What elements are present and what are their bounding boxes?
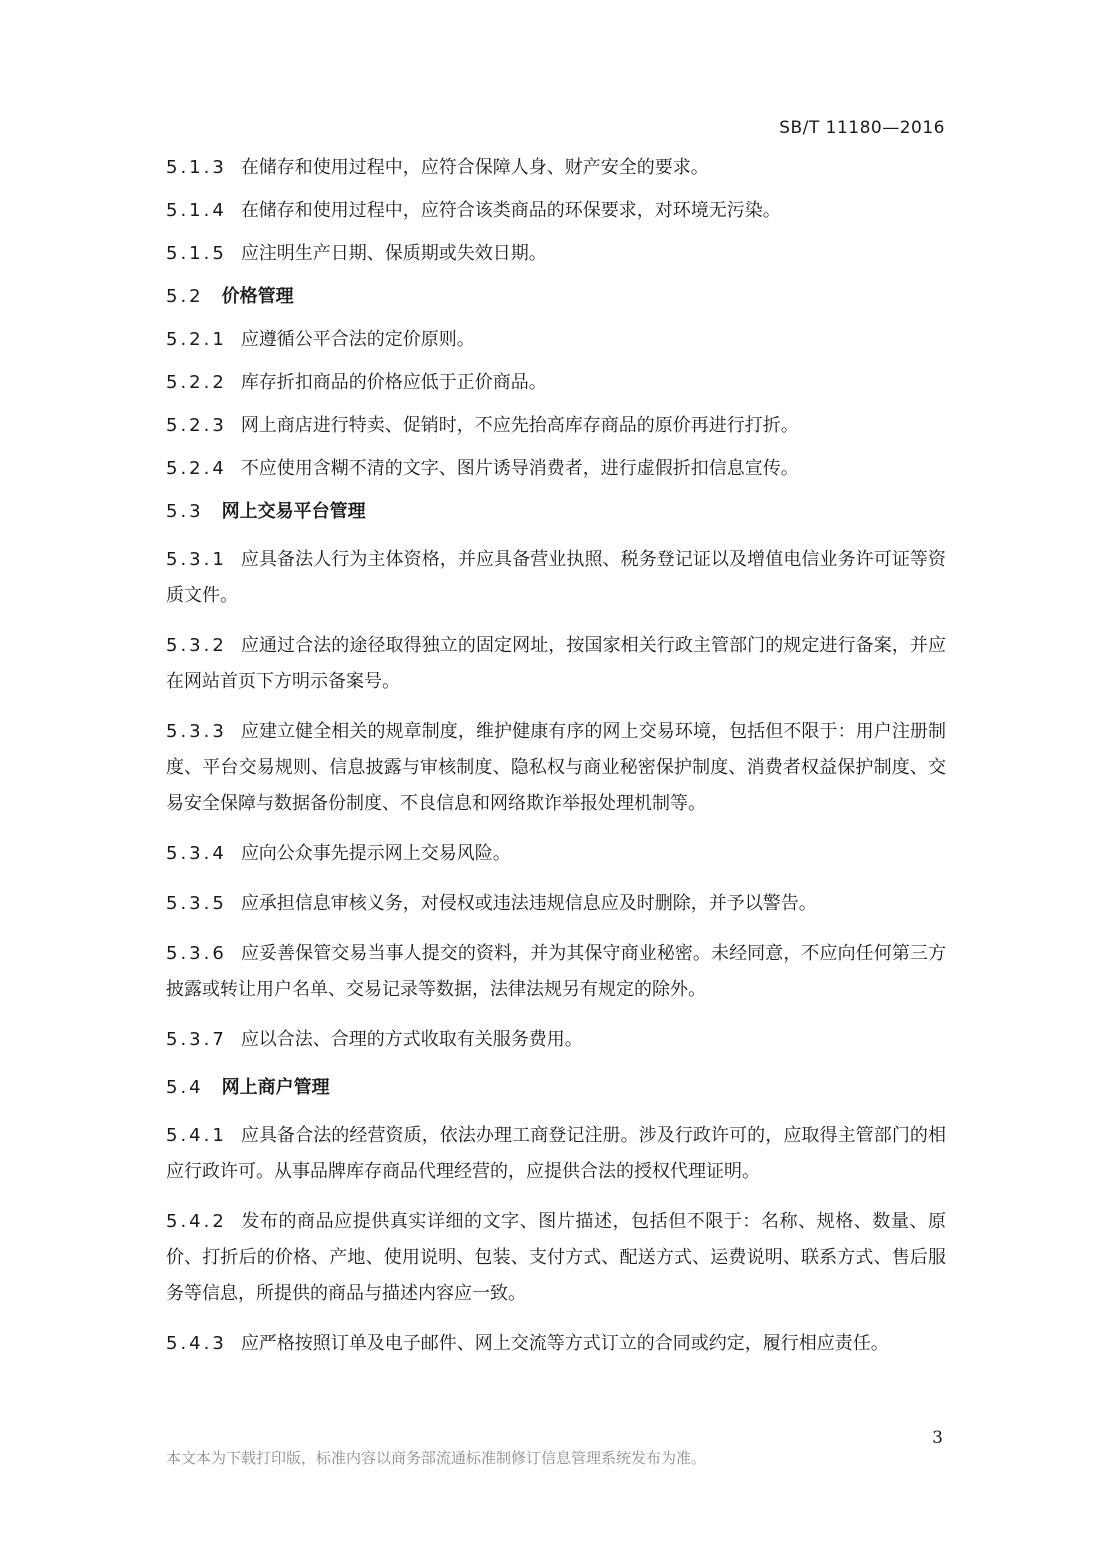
clause-5-1-4	[166, 193, 946, 229]
clause-5-3-7	[166, 1022, 946, 1058]
clause-5-1-3	[166, 150, 946, 186]
clause-number: 5.3.2	[166, 635, 227, 656]
clause-5-1-5	[166, 236, 946, 272]
clause-text: 应妥善保管交易当事人提交的资料，并为其保守商业秘密。未经同意，不应向任何第三方披露或转让用户名单、交易记录等数据，法律法规另有规定的除外。	[166, 943, 946, 1000]
clause-5-4-3	[166, 1326, 946, 1362]
clause-number: 5.1.5	[166, 243, 227, 264]
clause-5-2-2	[166, 365, 946, 401]
clause-number: 5.4.1	[166, 1125, 227, 1146]
clause-number: 5.1.3	[166, 157, 227, 178]
clause-number: 5.2.1	[166, 329, 227, 350]
clause-number: 5.2.3	[166, 415, 227, 436]
clause-5-2-3	[166, 408, 946, 444]
section-heading-5-4	[166, 1070, 946, 1106]
clause-text: 应遵循公平合法的定价原则。	[240, 329, 475, 350]
section-number: 5.2	[166, 286, 204, 307]
clause-text: 应建立健全相关的规章制度，维护健康有序的网上交易环境，包括但不限于：用户注册制度、平台交易规则、信息披露与审核制度、隐私权与商业秘密保护制度、消费者权益保护制度、交易安全保障与数据备份制度、不良信息和网络欺诈举报处理机制等。	[166, 721, 946, 814]
document-code: SB/T 11180—2016	[779, 118, 945, 138]
clause-number: 5.4.3	[166, 1333, 227, 1354]
clause-5-3-4	[166, 836, 946, 872]
clause-5-3-6	[166, 936, 946, 1008]
clause-5-2-4	[166, 451, 946, 487]
clause-number: 5.3.6	[166, 943, 227, 964]
section-title: 价格管理	[221, 286, 294, 307]
footer-note: 本文本为下载打印版，标准内容以商务部流通标准制修订信息管理系统发布为准。	[166, 1449, 707, 1467]
page-number: 3	[932, 1428, 943, 1448]
clause-5-3-1	[166, 542, 946, 614]
clause-number: 5.4.2	[166, 1211, 227, 1232]
clause-text: 在储存和使用过程中，应符合该类商品的环保要求，对环境无污染。	[240, 200, 781, 221]
clause-number: 5.3.1	[166, 549, 227, 570]
clause-number: 5.3.7	[166, 1029, 227, 1050]
section-number: 5.4	[166, 1077, 204, 1098]
section-title: 网上交易平台管理	[221, 501, 366, 522]
clause-text: 应承担信息审核义务，对侵权或违法违规信息应及时删除，并予以警告。	[240, 893, 817, 914]
clause-text: 在储存和使用过程中，应符合保障人身、财产安全的要求。	[240, 157, 709, 178]
document-body	[166, 150, 946, 1362]
clause-number: 5.3.4	[166, 843, 227, 864]
section-heading-5-3	[166, 494, 946, 530]
clause-5-3-2	[166, 628, 946, 700]
clause-5-4-2	[166, 1204, 946, 1312]
clause-5-3-5	[166, 886, 946, 922]
section-heading-5-2	[166, 279, 946, 315]
clause-text: 应以合法、合理的方式收取有关服务费用。	[240, 1029, 583, 1050]
section-number: 5.3	[166, 501, 204, 522]
clause-number: 5.3.5	[166, 893, 227, 914]
clause-number: 5.1.4	[166, 200, 227, 221]
clause-5-4-1	[166, 1118, 946, 1190]
clause-text: 库存折扣商品的价格应低于正价商品。	[240, 372, 547, 393]
clause-number: 5.2.2	[166, 372, 227, 393]
clause-text: 应注明生产日期、保质期或失效日期。	[240, 243, 547, 264]
clause-text: 发布的商品应提供真实详细的文字、图片描述，包括但不限于：名称、规格、数量、原价、打折后的价格、产地、使用说明、包装、支付方式、配送方式、运费说明、联系方式、售后服务等信息，所提供的商品与描述内容应一致。	[166, 1211, 946, 1304]
clause-text: 应通过合法的途径取得独立的固定网址，按国家相关行政主管部门的规定进行备案，并应在网站首页下方明示备案号。	[166, 635, 946, 692]
clause-number: 5.3.3	[166, 721, 227, 742]
clause-text: 应具备法人行为主体资格，并应具备营业执照、税务登记证以及增值电信业务许可证等资质文件。	[166, 549, 946, 606]
section-title: 网上商户管理	[221, 1077, 330, 1098]
clause-text: 应具备合法的经营资质，依法办理工商登记注册。涉及行政许可的，应取得主管部门的相应行政许可。从事品牌库存商品代理经营的，应提供合法的授权代理证明。	[166, 1125, 946, 1182]
clause-text: 网上商店进行特卖、促销时，不应先抬高库存商品的原价再进行打折。	[240, 415, 799, 436]
clause-number: 5.2.4	[166, 458, 227, 479]
clause-text: 不应使用含糊不清的文字、图片诱导消费者，进行虚假折扣信息宣传。	[240, 458, 799, 479]
clause-5-2-1	[166, 322, 946, 358]
clause-5-3-3	[166, 714, 946, 822]
clause-text: 应向公众事先提示网上交易风险。	[240, 843, 511, 864]
clause-text: 应严格按照订单及电子邮件、网上交流等方式订立的合同或约定，履行相应责任。	[240, 1333, 889, 1354]
